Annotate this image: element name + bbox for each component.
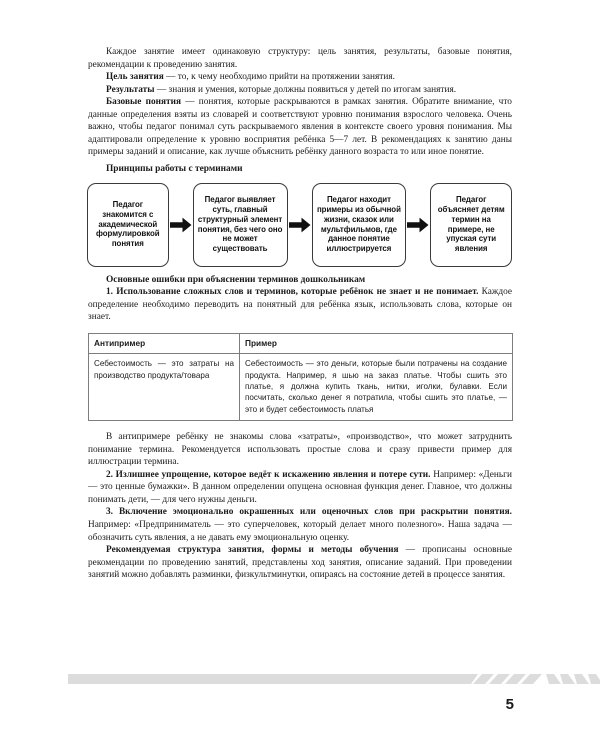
footer-ornament <box>68 674 600 684</box>
table-header-antiexample: Антипример <box>89 333 240 353</box>
intro-paragraph-4 <box>88 96 512 159</box>
page-number: 5 <box>505 696 514 713</box>
structure-text: — прописаны основные рекомендации по проведению занятий, представлены ход занятия, описание заданий. При проведении занятий можно добавлять разминки, физкультминутки, опираясь на состояние детей в процессе занятия. <box>88 545 512 581</box>
intro-paragraph-1: Каждое занятие имеет одинаковую структуру: цель занятия, результаты, базовые понятия, рекомендации к проведению занятия. <box>88 47 512 70</box>
table-cell-antiexample: Себестоимость — это затраты на производство продукта/товара <box>89 354 240 421</box>
flow-box-3 <box>312 183 407 267</box>
results-text: — знания и умения, которые должны появиться у детей по итогам занятия. <box>154 84 457 95</box>
flow-box-3-label: Педагог находит примеры из обычной жизни, сказок или мультфильмов, где данное понятие иллюстрируется <box>316 194 401 254</box>
footer-band-solid <box>68 674 468 684</box>
table-cell-example: Себестоимость — это деньги, которые были потрачены на создание продукта. Например, я шью на заказ платье. Чтобы сшить это платье, я должна купить ткань, нитки, иголки, булавки. Если посчитать, сколько денег я потратила, чтобы сшить это платье, — это и будет себестоимость платья <box>240 354 513 421</box>
error-item-1-text: Каждое определение необходимо переводить на понятный для ребёнка язык, использовать слова, которые он знает. <box>88 287 512 323</box>
base-concepts-term: Базовые понятия <box>106 97 182 108</box>
base-concepts-text: — понятия, которые раскрываются в рамках занятия. Обратите внимание, что данные определения взяты из словарей и соответствуют уровню понимания взрослого человека. Очень важно, чтобы педагог понимал суть раскрываемого явления в контексте своего уровня понимания. Мы адаптировали определение к уровню восприятия ребёнка 5—7 лет. В рекомендациях к занятию даны примеры заданий и описание, как лучше объяснить ребёнку данного возраста то или иное понятие. <box>88 97 512 158</box>
flow-box-4-label: Педагог объясняет детям термин на примере, не упуская сути явления <box>437 194 505 254</box>
flow-box-1 <box>87 183 169 267</box>
error-item-3-text: Например: «Предприниматель — это суперчеловек, который делает много полезного». Наша задача — обозначить суть явления, а не давать ему эмоциональную оценку. <box>88 520 512 543</box>
intro-paragraph-3 <box>88 84 512 97</box>
principles-flowchart <box>87 183 512 267</box>
error-item-3 <box>88 506 512 544</box>
error-item-3-lead: 3. Включение эмоционально окрашенных или оценочных слов при раскрытии понятия. <box>106 507 512 518</box>
error-item-2 <box>88 469 512 507</box>
arrow-right-icon <box>288 217 312 233</box>
spacer <box>88 421 512 431</box>
error-item-1 <box>88 286 512 324</box>
table-header-row <box>89 333 513 353</box>
example-table <box>88 333 513 421</box>
structure-paragraph <box>88 544 512 582</box>
page-content <box>88 46 512 582</box>
flowchart-heading: Принципы работы с терминами <box>106 163 243 174</box>
structure-lead: Рекомендуемая структура занятия, формы и методы обучения <box>106 545 399 556</box>
flow-box-2-label: Педагог выявляет суть, главный структурный элемент понятия, без чего оно не может существовать <box>197 194 283 254</box>
table-row <box>89 354 513 421</box>
results-term: Результаты <box>106 84 155 95</box>
flow-box-1-label: Педагог знакомится с академической формулировкой понятия <box>96 199 160 249</box>
goal-text: — то, к чему необходимо прийти на протяжении занятия. <box>163 72 395 83</box>
error-item-2-text: Например: «Деньги — это ценные бумажки». В данном определении опущена основная функция денег. Главное, что должны понимать дети, — для чего нужны деньги. <box>88 469 512 505</box>
footer-band-chevrons <box>464 674 600 684</box>
goal-term: Цель занятия <box>106 72 164 83</box>
after-table-paragraph: В антипримере ребёнку не знакомы слова «затраты», «производство», что может затруднить понимание термина. Рекомендуется использовать простые слова и сразу привести пример для иллюстрации термина. <box>88 432 512 468</box>
flow-box-4 <box>430 183 512 267</box>
intro-paragraph-2 <box>88 71 512 84</box>
arrow-right-icon <box>169 217 193 233</box>
error-item-2-lead: 2. Излишнее упрощение, которое ведёт к искажению явления и потере сути. <box>106 469 431 480</box>
error-item-1-lead: 1. Использование сложных слов и терминов, которые ребёнок не знает и не понимает. <box>106 287 479 298</box>
errors-heading: Основные ошибки при объяснении терминов дошкольникам <box>106 274 366 285</box>
spacer <box>88 267 512 274</box>
arrow-right-icon <box>406 217 430 233</box>
table-header-example: Пример <box>240 333 513 353</box>
flow-box-2 <box>193 183 288 267</box>
